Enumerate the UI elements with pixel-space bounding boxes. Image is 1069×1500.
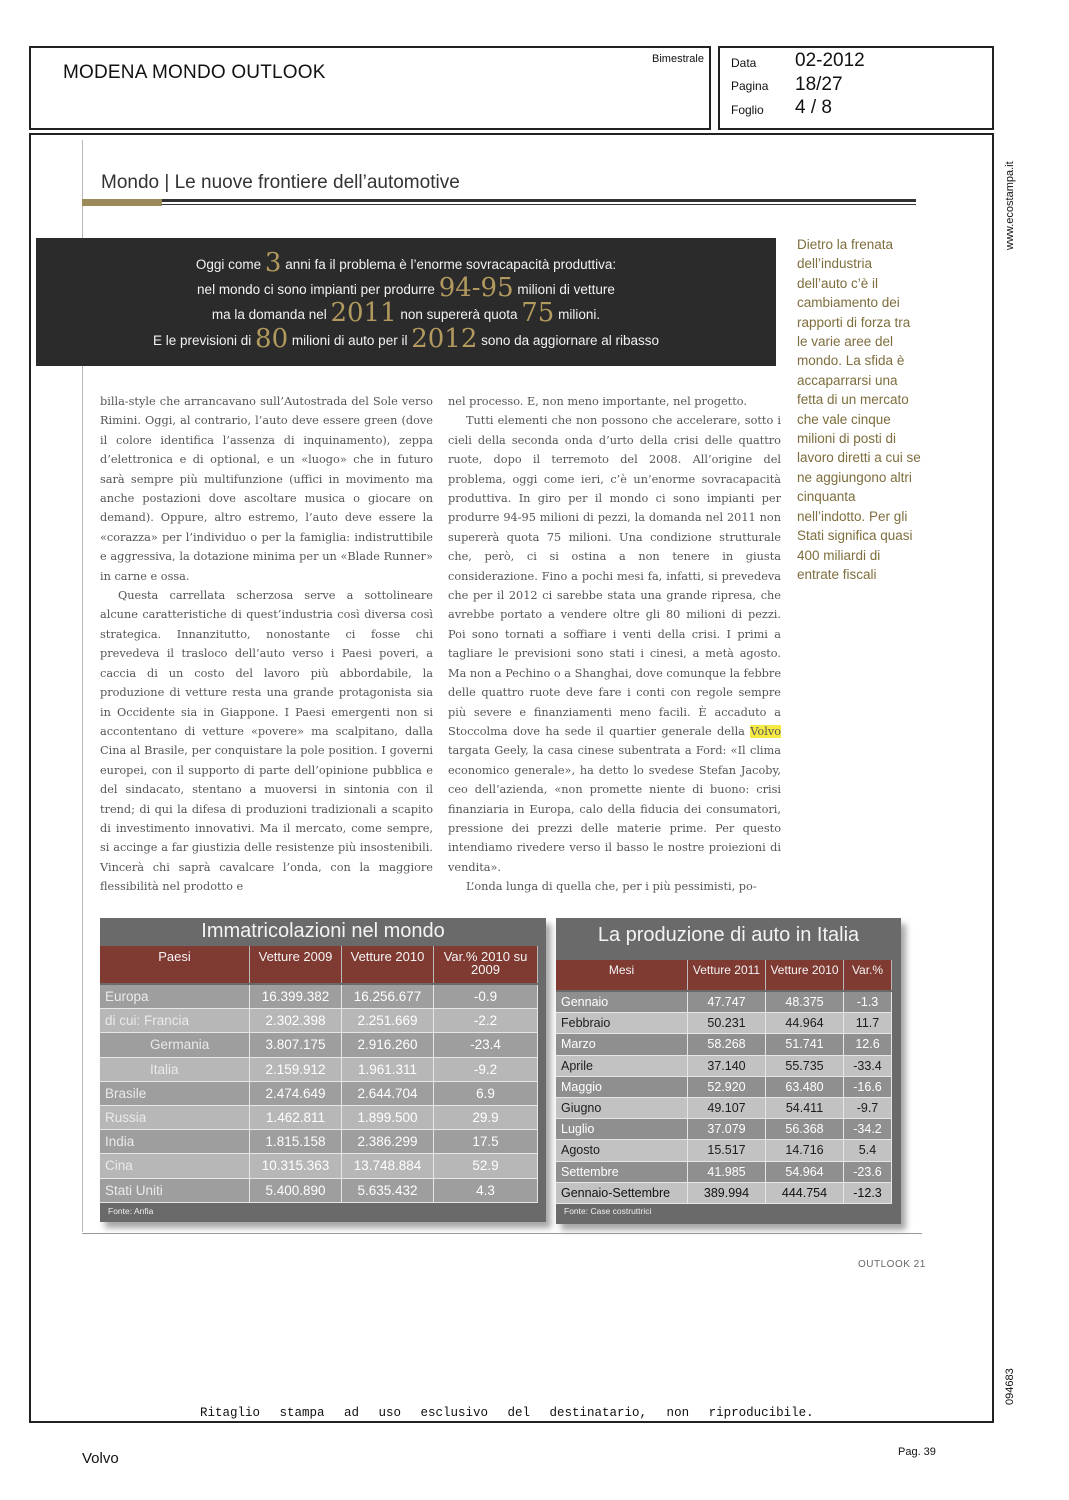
table-cell: 16.399.382	[250, 985, 342, 1009]
meta-label-pagina: Pagina	[731, 79, 769, 93]
paragraph-text: Tutti elementi che non possono che accelerare, sotto i cieli della seconda onda d’urto della crisi delle quattro ruote, dopo il terremoto del 2008. All’origine del problema, oggi come ieri, c’è un’enorme sovracapacità produttiva. In giro per il mondo ci sono impianti per produrre 94-95 milioni di pezzi, la domanda nel 2011 non supererà quota 75 milioni. Una condizione strutturale che, però, ci si ostina a non tenere in giusta considerazione. Fino a pochi mesi fa, infatti, si prevedeva che per il 2012 ci sarebbe stata una grande ripresa, che avrebbe portato a vendere oltre gli 80 milioni di pezzi. Poi sono tornati a soffiare i venti della crisi. I primi a tagliare le previsioni sono stati i cinesi, a metà agosto. Ma non a Pechino o a Shanghai, dove comunque la febbre delle quattro ruote deve fare i conti con regole sempre più severe e finanziamenti meno facili. È accaduto a Stoccolma dove ha sede il quartier generale della	[448, 414, 781, 738]
table-cell: 1.899.500	[342, 1106, 434, 1130]
table-row	[100, 1130, 538, 1154]
banner-number: 94-95	[438, 273, 514, 303]
table-row	[556, 1013, 892, 1034]
column-header: Vetture 2010	[342, 946, 434, 983]
meta-label-foglio: Foglio	[731, 103, 764, 117]
table-row	[556, 1119, 892, 1140]
banner-text: sono da aggiornare al ribasso	[477, 333, 659, 348]
banner-text: ma la domanda nel	[211, 307, 331, 322]
table-registrations-world	[100, 918, 546, 1222]
table-cell: -33.4	[844, 1056, 892, 1077]
banner-text: Oggi come	[195, 257, 265, 272]
table-title: Immatricolazioni nel mondo	[201, 920, 445, 942]
table-cell: 41.985	[688, 1162, 766, 1183]
table-cell: 2.302.398	[250, 1009, 342, 1033]
row-label: Settembre	[556, 1162, 688, 1183]
table-cell: 51.741	[766, 1034, 844, 1055]
row-label: Febbraio	[556, 1013, 688, 1034]
table-cell: -9.7	[844, 1098, 892, 1119]
highlighted-keyword: Volvo	[750, 724, 781, 738]
table-cell: -12.3	[844, 1183, 892, 1204]
paragraph: nel processo. E, non meno importante, nel progetto.	[448, 395, 747, 408]
row-label: Gennaio-Settembre	[556, 1183, 688, 1204]
bottom-rule	[82, 1233, 922, 1234]
table-row	[100, 1033, 538, 1057]
banner-text: anni fa il problema è l’enorme sovracapacità produttiva:	[281, 257, 617, 272]
column-header: Vetture 2011	[688, 960, 766, 990]
row-label: di cui: Francia	[100, 1009, 250, 1033]
table-cell: 16.256.677	[342, 985, 434, 1009]
table-cell: 10.315.363	[250, 1154, 342, 1178]
table-header	[100, 946, 538, 983]
periodicity-label: Bimestrale	[652, 53, 704, 65]
table-cell: -9.2	[434, 1058, 538, 1082]
row-label: Cina	[100, 1154, 250, 1178]
table-cell: -0.9	[434, 985, 538, 1009]
table-source: Fonte: Anfia	[108, 1206, 154, 1216]
paragraph-text: targata Geely, la casa cinese subentrata a Ford: «Il clima economico generale», ha detto lo svedese Stefan Jacoby, ceo dell’azienda, «non promette niente di buono: crisi finanziaria in Europa, calo della fiducia dei consumatori, pressione dei prezzi delle materie prime. Per questo intendiamo rivedere verso il basso le nostre proiezioni di vendita».	[448, 744, 781, 874]
row-label: Italia	[100, 1058, 250, 1082]
banner-number: 2011	[330, 298, 397, 328]
page-number: OUTLOOK 21	[858, 1259, 926, 1270]
table-row	[100, 1009, 538, 1033]
banner-text: milioni di vetture	[513, 282, 615, 297]
table-row	[556, 1183, 892, 1204]
table-cell: 2.386.299	[342, 1130, 434, 1154]
banner-text: milioni di auto per il	[288, 333, 412, 348]
section-title: Mondo | Le nuove frontiere dell’automotive	[101, 172, 460, 193]
row-label: Luglio	[556, 1119, 688, 1140]
paragraph: L’onda lunga di quella che, per i più pessimisti, po-	[466, 880, 757, 894]
table-row	[556, 992, 892, 1013]
pull-quote: Dietro la frenata dell’industria dell’auto c’è il cambiamento dei rapporti di forza tra le varie aree del mondo. La sfida è accaparrarsi una fetta di un mercato che vale cinque milioni di posti di lavoro diretti a cui se ne aggiungono altri cinquanta nell’indotto. Per gli Stati significa quasi 400 miliardi di entrate fiscali	[797, 237, 921, 582]
row-label: Europa	[100, 985, 250, 1009]
table-cell: 55.735	[766, 1056, 844, 1077]
table-row	[100, 1058, 538, 1082]
table-cell: 47.747	[688, 992, 766, 1013]
publication-title: MODENA MONDO OUTLOOK	[63, 62, 326, 83]
clipping-notice: Ritaglio stampa ad uso esclusivo del destinatario, non riproducibile.	[200, 1406, 814, 1420]
table-cell: 54.411	[766, 1098, 844, 1119]
table-cell: 4.3	[434, 1179, 538, 1203]
row-label: Agosto	[556, 1140, 688, 1161]
row-label: India	[100, 1130, 250, 1154]
table-cell: -34.2	[844, 1119, 892, 1140]
table-cell: 37.079	[688, 1119, 766, 1140]
highlight-banner	[36, 238, 776, 366]
table-cell: 52.9	[434, 1154, 538, 1178]
table-cell: 2.916.260	[342, 1033, 434, 1057]
banner-number: 80	[255, 324, 289, 354]
title-rule-thin	[162, 204, 916, 205]
table-title: La produzione di auto in Italia	[597, 924, 860, 946]
row-label: Maggio	[556, 1077, 688, 1098]
column-header: Vetture 2009	[250, 946, 342, 983]
title-rule-accent	[82, 199, 162, 206]
pagination-label: Pag. 39	[898, 1446, 936, 1458]
banner-number: 75	[521, 298, 555, 328]
column-header: Var.% 2010 su 2009	[434, 946, 538, 983]
table-row	[556, 1077, 892, 1098]
table-cell: 54.964	[766, 1162, 844, 1183]
table-cell: 3.807.175	[250, 1033, 342, 1057]
banner-number: 3	[264, 248, 282, 278]
table-cell: 2.159.912	[250, 1058, 342, 1082]
article-column-1	[100, 392, 433, 897]
article-column-2	[448, 392, 781, 897]
table-row	[556, 1034, 892, 1055]
table-cell: 2.251.669	[342, 1009, 434, 1033]
table-cell: 5.635.432	[342, 1179, 434, 1203]
table-cell: 12.6	[844, 1034, 892, 1055]
banner-line-4	[36, 324, 776, 354]
table-cell: 2.474.649	[250, 1082, 342, 1106]
table-cell: 1.462.811	[250, 1106, 342, 1130]
table-cell: -1.3	[844, 992, 892, 1013]
row-label: Stati Uniti	[100, 1179, 250, 1203]
table-cell: -2.2	[434, 1009, 538, 1033]
column-header: Vetture 2010	[766, 960, 844, 990]
table-production-italy	[556, 918, 901, 1224]
issue-meta-box	[718, 46, 994, 130]
banner-text: E le previsioni di	[152, 333, 256, 348]
banner-text: non supererà quota	[396, 307, 522, 322]
meta-value-pagina: 18/27	[795, 74, 843, 95]
table-cell: 17.5	[434, 1130, 538, 1154]
table-cell: 29.9	[434, 1106, 538, 1130]
table-cell: 50.231	[688, 1013, 766, 1034]
table-row	[556, 1140, 892, 1161]
banner-number: 2012	[411, 324, 478, 354]
table-row	[556, 1056, 892, 1077]
meta-label-data: Data	[731, 56, 757, 70]
meta-value-foglio: 4 / 8	[795, 97, 832, 118]
paragraph: billa-style che arrancavano sull’Autostrada del Sole verso Rimini. Oggi, al contrario, l’auto deve essere green (dove il colore identifica l’assenza di inquinamento), zeppa d’elettronica e di optional, e un «luogo» che in futuro sarà sempre più multifunzione (uffici in movimento ma anche postazioni dove ascoltare musica o giocare on demand). Oppure, altro estremo, l’auto deve essere la «corazza» per l’individuo o per la famiglia: indistruttibile e aggressiva, la dotazione minima per un «Blade Runner» in carne e ossa.	[100, 395, 433, 583]
paragraph	[448, 411, 781, 877]
table-cell: 6.9	[434, 1082, 538, 1106]
table-cell: 5.4	[844, 1140, 892, 1161]
table-cell: 56.368	[766, 1119, 844, 1140]
brand-label: Volvo	[82, 1450, 119, 1467]
table-cell: 49.107	[688, 1098, 766, 1119]
table-header	[556, 960, 892, 990]
table-cell: 444.754	[766, 1183, 844, 1204]
table-cell: 389.994	[688, 1183, 766, 1204]
row-label: Gennaio	[556, 992, 688, 1013]
table-cell: 15.517	[688, 1140, 766, 1161]
table-cell: 1.961.311	[342, 1058, 434, 1082]
table-cell: 48.375	[766, 992, 844, 1013]
publication-header	[29, 46, 711, 130]
table-cell: 5.400.890	[250, 1179, 342, 1203]
table-cell: -23.4	[434, 1033, 538, 1057]
row-label: Aprile	[556, 1056, 688, 1077]
row-label: Giugno	[556, 1098, 688, 1119]
table-cell: -16.6	[844, 1077, 892, 1098]
table-row	[556, 1162, 892, 1183]
column-header: Paesi	[100, 946, 250, 983]
row-label: Germania	[100, 1033, 250, 1057]
row-label: Russia	[100, 1106, 250, 1130]
table-cell: -23.6	[844, 1162, 892, 1183]
table-source: Fonte: Case costruttrici	[564, 1206, 652, 1216]
paragraph: Questa carrellata scherzosa serve a sottolineare alcune caratteristiche di quest’industria così diversa così strategica. Innanzitutto, nonostante ci fosse chi prevedeva il trasloco dell’auto verso i Paesi poveri, a caccia di un costo del lavoro più abbordabile, la produzione di vetture resta una grande protagonista sia in Occidente sia in Giappone. I Paesi emergenti non si accontentano di vetture «povere» ma scalpitano, dalla Cina al Brasile, per conquistare la pole position. I governi europei, con il supporto di parte dell’opinione pubblica e del sindacato, stentano a muoversi in sintonia con il trend; di qui la difesa di produzioni tradizionali a scapito di investimento innovativi. Ma il mercato, come sempre, si accinge a far giustizia delle resistenze più insostenibili. Vincerà chi saprà cavalcare l’onda, con la maggiore flessibilità nel prodotto e	[100, 589, 433, 894]
table-row	[100, 1154, 538, 1178]
banner-text: nel mondo ci sono impianti per produrre	[197, 282, 439, 297]
table-cell: 11.7	[844, 1013, 892, 1034]
table-cell: 44.964	[766, 1013, 844, 1034]
table-cell: 58.268	[688, 1034, 766, 1055]
column-header: Mesi	[556, 960, 688, 990]
table-cell: 37.140	[688, 1056, 766, 1077]
row-label: Brasile	[100, 1082, 250, 1106]
table-row	[100, 985, 538, 1009]
title-rule	[162, 199, 916, 202]
column-header: Var.%	[844, 960, 892, 990]
table-cell: 2.644.704	[342, 1082, 434, 1106]
table-cell: 13.748.884	[342, 1154, 434, 1178]
table-row	[556, 1098, 892, 1119]
table-cell: 63.480	[766, 1077, 844, 1098]
table-row	[100, 1179, 538, 1203]
table-cell: 52.920	[688, 1077, 766, 1098]
meta-value-data: 02-2012	[795, 50, 865, 71]
side-url: www.ecostampa.it	[1004, 161, 1016, 250]
row-label: Marzo	[556, 1034, 688, 1055]
banner-text: milioni.	[554, 307, 601, 322]
table-row	[100, 1082, 538, 1106]
side-code: 094683	[1004, 1368, 1016, 1405]
table-cell: 1.815.158	[250, 1130, 342, 1154]
table-cell: 14.716	[766, 1140, 844, 1161]
table-row	[100, 1106, 538, 1130]
